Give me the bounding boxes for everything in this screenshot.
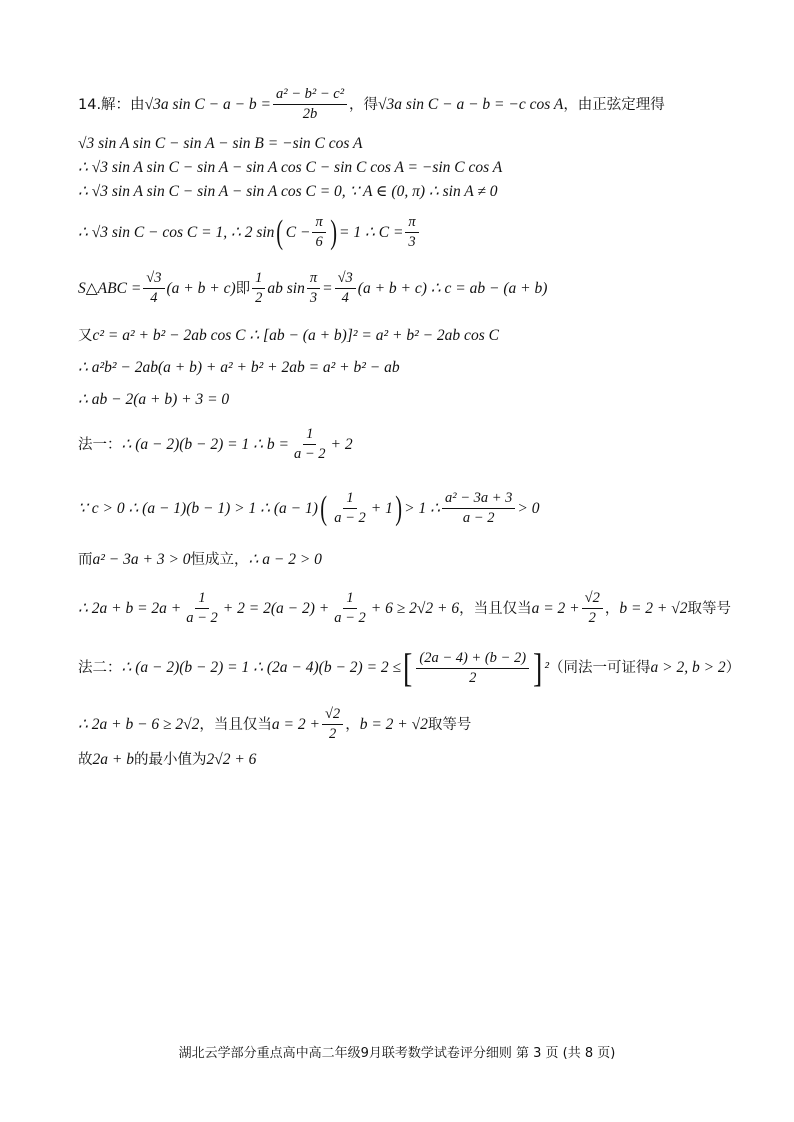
math-run: C −: [285, 223, 311, 241]
text-run: 取等号: [427, 716, 472, 733]
formula-line-l12: [78, 550, 322, 570]
fraction-denominator: a − 2: [334, 510, 366, 526]
math-run: ∴ √3 sin A sin C − sin A − sin A cos C = 0, ∵ A ∈ (0, π) ∴ sin A ≠ 0: [78, 183, 498, 200]
math-run: a = 2 +: [271, 715, 320, 733]
fraction-numerator: 1: [252, 270, 265, 289]
formula-line-l8: [78, 358, 400, 378]
text-run: 又: [78, 328, 93, 344]
fraction-denominator: a − 2: [334, 610, 366, 626]
fraction-numerator: a² − b² − c²: [273, 86, 347, 105]
math-run: > 0: [517, 499, 540, 517]
math-run: a² − 3a + 3 > 0: [92, 551, 191, 568]
math-run: + 2: [330, 435, 353, 453]
math-run: b = 2 + √2: [619, 599, 688, 617]
formula-line-l4: [78, 182, 497, 202]
math-run: a > 2, b > 2: [650, 659, 726, 676]
fraction-numerator: 1: [195, 590, 208, 609]
text-run: 法一：: [78, 436, 122, 453]
math-run: ∴ √3 sin C − cos C = 1, ∴ 2 sin: [78, 223, 275, 241]
fraction: [252, 270, 265, 307]
formula-line-l14: [78, 645, 741, 690]
math-run: S△ABC =: [78, 279, 142, 297]
math-run: √3a sin C − a − b = −c cos A: [378, 95, 564, 113]
fraction-numerator: √2: [582, 590, 603, 609]
fraction-numerator: (2a − 4) + (b − 2): [416, 650, 529, 669]
fraction-denominator: 6: [315, 234, 323, 250]
fraction-denominator: 2: [255, 290, 263, 306]
math-run: b = 2 + √2: [359, 715, 428, 733]
math-run: + 2 = 2(a − 2) +: [222, 599, 330, 617]
fraction-denominator: a − 2: [462, 510, 495, 526]
math-run: (a + b + c): [166, 279, 236, 297]
fraction-numerator: √3: [143, 270, 164, 289]
fraction: [307, 270, 320, 307]
formula-line-l5: [78, 214, 421, 251]
math-run: ∴ 2a + b − 6 ≥ 2√2: [78, 715, 200, 733]
formula-line-l13: [78, 590, 731, 627]
fraction: [416, 650, 529, 687]
fraction-denominator: 4: [341, 290, 349, 306]
fraction: [322, 706, 343, 743]
math-run: = 1 ∴ C =: [339, 223, 404, 241]
bracket: ): [395, 489, 402, 527]
fraction-denominator: 2: [469, 669, 477, 686]
text-run: ）: [725, 660, 741, 676]
page-footer: 湖北云学部分重点高中高二年级9月联考数学试卷评分细则 第 3 页 (共 8 页): [178, 1046, 616, 1061]
formula-line-l9: [78, 390, 229, 410]
fraction-numerator: π: [312, 214, 325, 233]
math-run: + 1: [370, 499, 393, 517]
fraction: [331, 490, 369, 527]
math-run: ∴ (a − 2)(b − 2) = 1 ∴ (2a − 4)(b − 2) = 2 ≤: [121, 659, 402, 676]
text-run: ，得: [349, 96, 379, 113]
math-run: a = 2 +: [531, 599, 580, 617]
formula-line-l7: [78, 326, 499, 346]
formula-line-l6: [78, 270, 547, 307]
formula-line-l11: [78, 490, 540, 527]
text-run: ，当且仅当: [459, 600, 532, 617]
fraction-numerator: √3: [335, 270, 356, 289]
text-run: 恒成立，: [190, 552, 249, 568]
text-run: 而: [78, 552, 93, 568]
text-run: 的最小值为: [133, 752, 207, 768]
math-run: √3a sin C − a − b =: [144, 95, 271, 113]
fraction: [183, 590, 221, 627]
fraction-numerator: 1: [303, 426, 316, 445]
formula-line-l16: [78, 750, 256, 770]
bracket: ]: [533, 645, 543, 690]
math-run: 2√2 + 6: [206, 751, 257, 768]
text-run: ，: [604, 600, 620, 617]
math-run: ∴ 2a + b = 2a +: [78, 599, 182, 617]
math-run: ∴ ab − 2(a + b) + 3 = 0: [78, 391, 230, 408]
fraction-numerator: √2: [322, 706, 343, 725]
fraction: [335, 270, 356, 307]
math-run: > 1 ∴: [404, 499, 440, 517]
fraction: [442, 490, 515, 527]
fraction-denominator: 2b: [302, 106, 318, 122]
math-run: (a + b + c) ∴ c = ab − (a + b): [357, 279, 548, 297]
fraction-numerator: 1: [343, 490, 356, 509]
formula-line-l15: [78, 706, 471, 743]
fraction-denominator: 2: [588, 610, 596, 626]
text-run: 即: [235, 280, 251, 297]
bracket: (: [320, 489, 327, 527]
fraction-denominator: a − 2: [293, 446, 326, 462]
text-run: 法二：: [78, 660, 122, 676]
formula-line-l3: [78, 158, 502, 178]
text-run: ，当且仅当: [199, 716, 272, 733]
fraction: [312, 214, 325, 251]
fraction: [143, 270, 164, 307]
fraction-denominator: a − 2: [186, 610, 218, 626]
math-run: ∴ (a − 2)(b − 2) = 1 ∴ b =: [121, 435, 289, 453]
text-run: 故: [78, 752, 93, 768]
math-run: ∴ a − 2 > 0: [248, 551, 322, 568]
fraction-numerator: π: [307, 270, 320, 289]
text-run: ，: [345, 716, 360, 733]
math-run: ²: [544, 659, 550, 676]
math-run: =: [322, 279, 333, 297]
formula-line-l2: [78, 134, 362, 154]
fraction: [291, 426, 329, 463]
math-run: √3 sin A sin C − sin A − sin B = −sin C cos A: [78, 135, 363, 152]
formula-line-l1: [78, 86, 665, 123]
bracket: (: [276, 213, 284, 251]
bracket: [: [403, 645, 413, 690]
fraction-denominator: 3: [309, 290, 318, 306]
text-run: 取等号: [687, 600, 732, 617]
math-run: c² = a² + b² − 2ab cos C ∴ [ab − (a + b)]² = a² + b² − 2ab cos C: [92, 327, 499, 344]
fraction: [405, 214, 418, 251]
fraction: [582, 590, 603, 627]
bracket: ): [329, 213, 337, 251]
math-run: ab sin: [267, 279, 305, 297]
formula-line-l10: [78, 426, 353, 463]
text-run: ，由正弦定理得: [563, 96, 665, 113]
math-run: ∴ a²b² − 2ab(a + b) + a² + b² + 2ab = a² + b² − ab: [78, 359, 400, 376]
fraction-denominator: 2: [328, 726, 337, 742]
math-run: ∴ √3 sin A sin C − sin A − sin A cos C − sin C cos A = −sin C cos A: [78, 159, 503, 176]
math-run: 2a + b: [92, 751, 134, 768]
math-run: ∵ c > 0 ∴ (a − 1)(b − 1) > 1 ∴ (a − 1): [78, 499, 318, 517]
text-run: （同法一可证得: [549, 660, 651, 676]
fraction-denominator: 3: [408, 234, 416, 250]
fraction-numerator: 1: [343, 590, 356, 609]
fraction-denominator: 4: [150, 290, 158, 306]
fraction-numerator: π: [405, 214, 418, 233]
fraction: [273, 86, 347, 123]
text-run: 14.解：由: [78, 96, 145, 113]
fraction-numerator: a² − 3a + 3: [442, 490, 515, 509]
math-run: + 6 ≥ 2√2 + 6: [370, 599, 460, 617]
fraction: [331, 590, 369, 627]
